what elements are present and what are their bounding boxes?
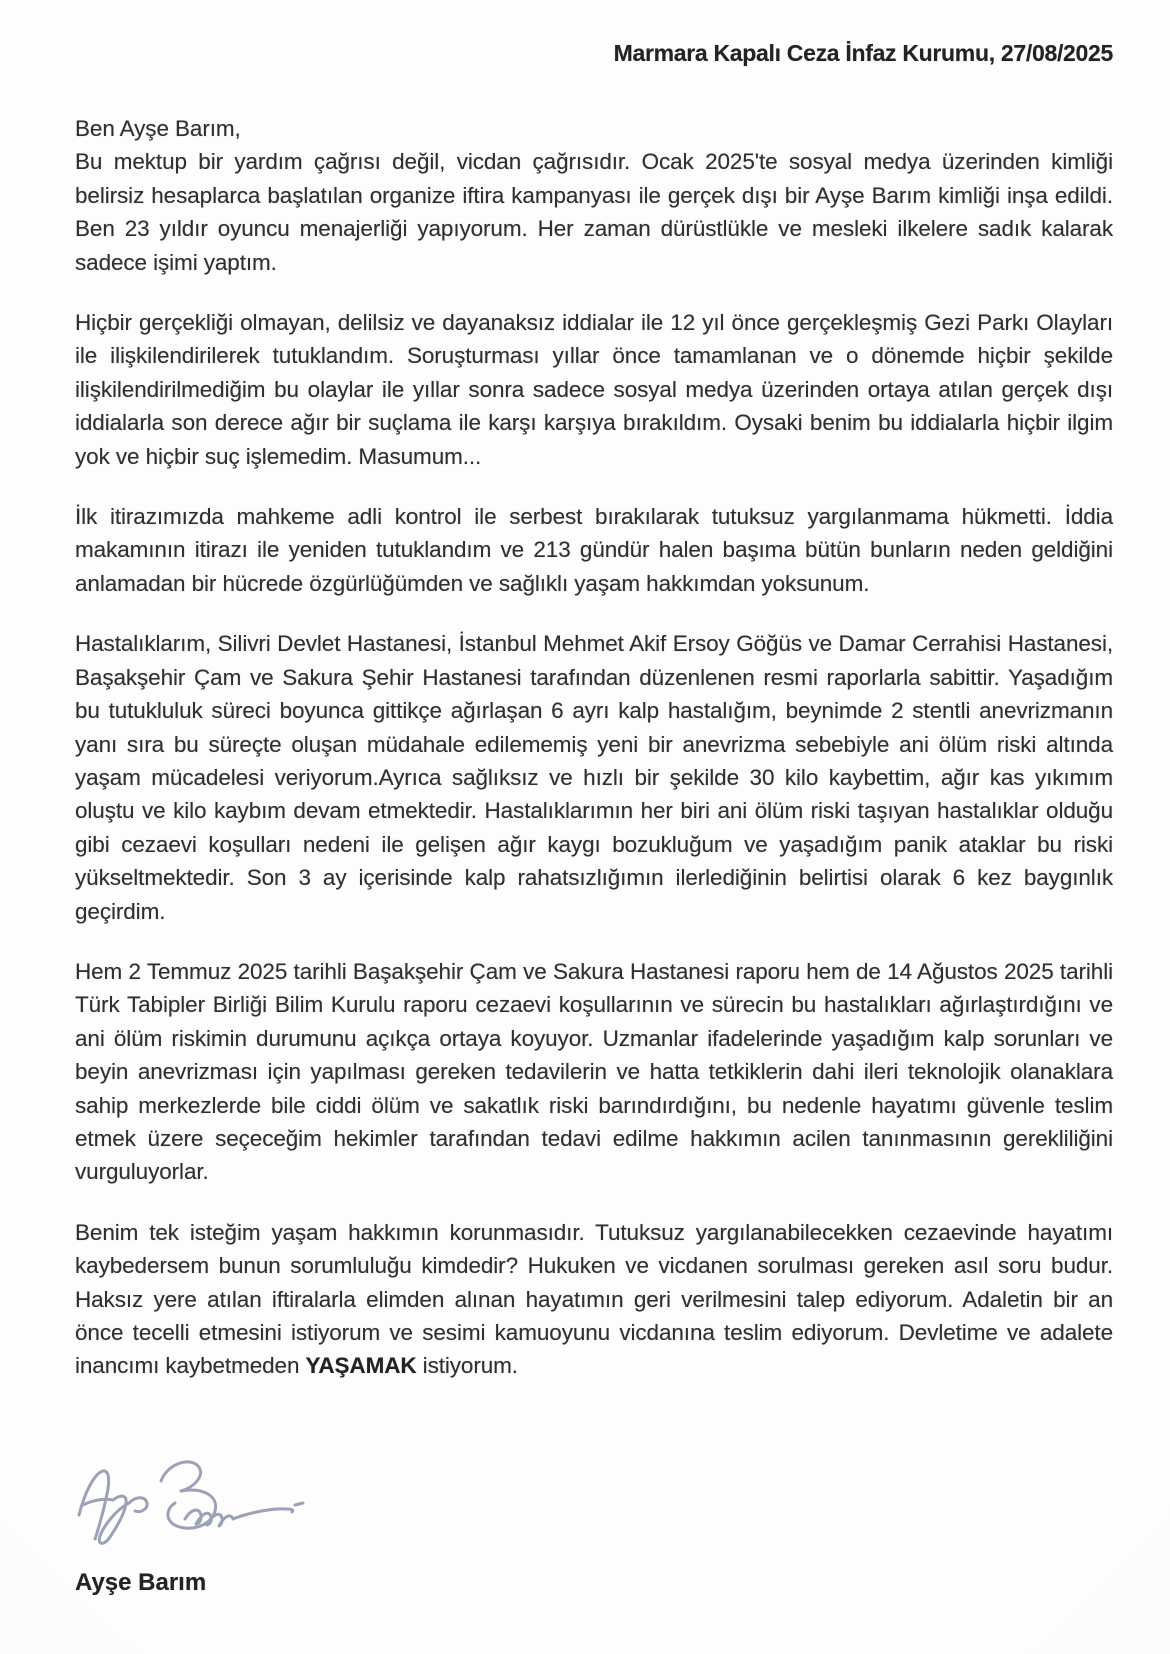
signature-block <box>75 1453 1113 1597</box>
paragraph-accusations: Hiçbir gerçekliği olmayan, delilsiz ve dayanaksız iddialar ile 12 yıl önce gerçekleşmiş Gezi Parkı Olayları ile ilişkilendirilerek tutuklandım. Soruşturması yıllar önce tamamlanan ve o dönemde hiçbir şekilde ilişkilendirilmediğim bu olaylar ile yıllar sonra sadece sosyal medya üzerinden ortaya atılan gerçek dışı iddialarla son derece ağır bir suçlama ile karşı karşıya bırakıldım. Oysaki benim bu iddialarla hiçbir ilgim yok ve hiçbir suç işlemedim. Masumum... <box>75 310 1113 469</box>
paragraph-detention: İlk itirazımızda mahkeme adli kontrol ile serbest bırakılarak tutuksuz yargılanmama hükmetti. İddia makamının itirazı ile yeniden tutuklandım ve 213 gündür halen başıma bütün bunların neden geldiğini anlamadan bir hücrede özgürlüğümden ve sağlıklı yaşam hakkımdan yoksunum. <box>75 504 1113 596</box>
letter-content <box>75 0 1113 1597</box>
paragraph-intro-text: Bu mektup bir yardım çağrısı değil, vicdan çağrısıdır. Ocak 2025'te sosyal medya üzerinden kimliği belirsiz hesaplarca başlatılan organize iftira kampanyası ile gerçek dışı bir Ayşe Barım kimliği inşa edildi. Ben 23 yıldır oyuncu menajerliği yapıyorum. Her zaman dürüstlükle ve mesleki ilkelere sadık kalarak sadece işimi yaptım. <box>75 149 1113 275</box>
signature-name: Ayşe Barım <box>75 1568 207 1596</box>
handwritten-signature-icon <box>73 1453 308 1553</box>
paragraph-intro <box>75 112 1113 279</box>
paragraph-illnesses: Hastalıklarım, Silivri Devlet Hastanesi, İstanbul Mehmet Akif Ersoy Göğüs ve Damar Cerrahisi Hastanesi, Başakşehir Çam ve Sakura Şehir Hastanesi tarafından düzenlenen resmi raporlarla sabittir. Yaşadığım bu tutukluluk süreci boyunca gittikçe ağırlaşan 6 ayrı kalp hastalığım, beynimde 2 stentli anevrizmanın yanı sıra bu süreçte oluşan müdahale edilememiş yeni bir anevrizma sebebiyle ani ölüm riski altında yaşam mücadelesi veriyorum.Ayrıca sağlıksız ve hızlı bir şekilde 30 kilo kaybettim, ağır kas yıkımım oluştu ve kilo kaybım devam etmektedir. Hastalıklarımın her biri ani ölüm riski taşıyan hastalıklar olduğu gibi cezaevi koşulları nedeni ile gelişen ağır kaygı bozukluğum ve yaşadığım panik ataklar bu riski yükseltmektedir. Son 3 ay içerisinde kalp rahatsızlığımın ilerlediğinin belirtisi olarak 6 kez baygınlık geçirdim. <box>75 631 1113 924</box>
paragraph-closing <box>75 1216 1113 1383</box>
paragraph-medical-reports: Hem 2 Temmuz 2025 tarihli Başakşehir Çam ve Sakura Hastanesi raporu hem de 14 Ağustos 2025 tarihli Türk Tabipler Birliği Bilim Kurulu raporu cezaevi koşullarının ve sürecin bu hastalıkları ağırlaştırdığını ve ani ölüm riskimin durumunu açıkça ortaya koyuyor. Uzmanlar ifadelerinde yaşadığım kalp sorunları ve beyin anevrizması için yapılması gereken tedavilerin ve hatta tetkiklerin dahi ileri teknolojik olanaklara sahip merkezlerde bile ciddi ölüm ve sakatlık riski barındırdığını, bu nedenle hayatımı güvenle teslim etmek üzere seçeceğim hekimler tarafından tedavi edilme hakkımın acilen tanınmasının gerekliliğini vurguluyorlar. <box>75 958 1113 1185</box>
salutation: Ben Ayşe Barım, <box>75 116 241 141</box>
letter-body <box>75 112 1113 1597</box>
closing-emphasis-word: YAŞAMAK <box>305 1353 417 1379</box>
letter-header-dateline: Marmara Kapalı Ceza İnfaz Kurumu, 27/08/2025 <box>613 40 1113 66</box>
closing-text-after: istiyorum. <box>416 1353 518 1379</box>
closing-text-before: Benim tek isteğim yaşam hakkımın korunmasıdır. Tutuksuz yargılanabilecekken cezaevinde hayatımı kaybedersem bunun sorumluluğu kimdedir? Hukuken ve vicdanen sorulması gereken asıl soru budur. Haksız yere atılan iftiralarla elimden alınan hayatımın geri verilmesini talep ediyorum. Adaletin bir an önce tecelli etmesini istiyorum ve sesimi kamuoyunu vicdanına teslim ediyorum. Devletime ve adalete inancımı kaybetmeden <box>75 1219 1113 1379</box>
